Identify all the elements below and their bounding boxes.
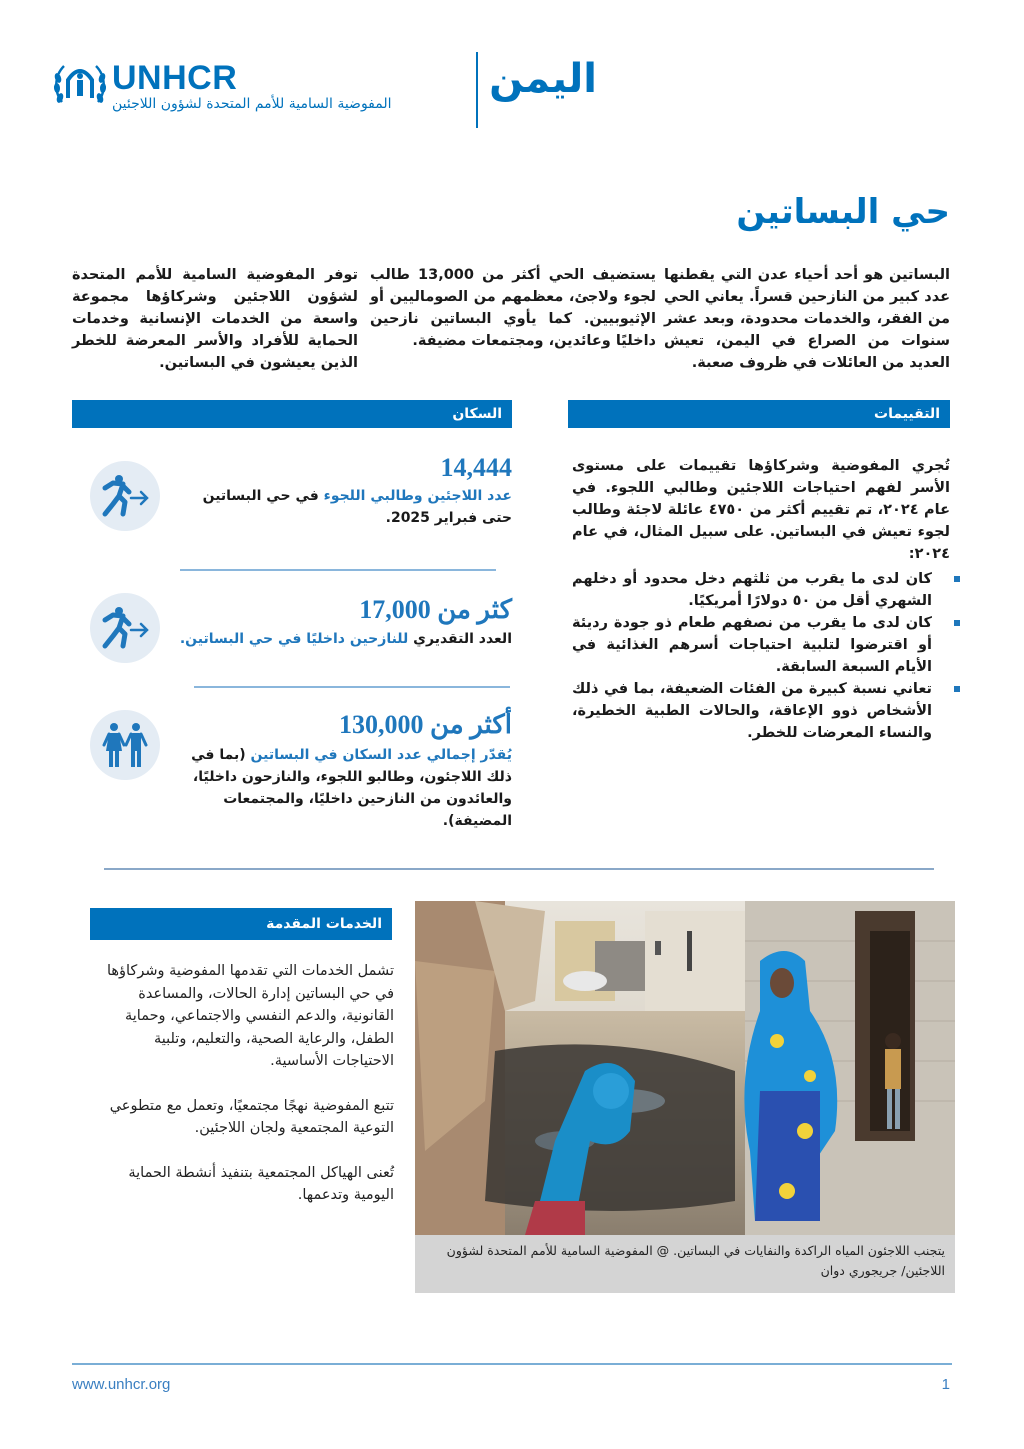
stat-description: يُقدّر إجمالي عدد السكان في البساتين (بما في ذلك اللاجئون، وطالبو اللجوء، والنازحون داخليًا، والعائدون من النازحين داخليًا، والمجتمعات المضيفة). — [191, 747, 512, 829]
page-number: 1 — [941, 1376, 950, 1393]
stat-description: العدد التقديري للنازحين داخليًا في حي البساتين. — [179, 631, 512, 647]
stat-idps — [84, 595, 514, 675]
list-item: كان لدى ما يقرب من ثلثهم دخل محدود أو دخلهم الشهري أقل من ٥٠ دولارًا أمريكيًا. — [572, 568, 932, 612]
header-divider — [476, 52, 478, 128]
photo-illustration — [415, 901, 955, 1235]
bullet-icon — [954, 620, 960, 626]
footer-website-link[interactable]: www.unhcr.org — [72, 1376, 171, 1393]
footer-divider — [72, 1363, 952, 1365]
intro-column-1: البساتين هو أحد أحياء عدن التي يقطنها عدد كبير من النازحين قسراً. يعاني الحي من الفقر، والخدمات محدودة، وبعد عشر سنوات من الصراع في اليمن، تعيش العديد من العائلات في ظروف صعبة. — [664, 267, 950, 371]
stat-value: كثر من 17,000 — [359, 595, 512, 624]
unhcr-wordmark: UNHCR — [112, 59, 238, 97]
bullet-icon — [954, 576, 960, 582]
page-title: حي البساتين — [736, 192, 950, 232]
services-heading: الخدمات المقدمة — [90, 908, 392, 940]
stat-description: عدد اللاجئين وطالبي اللجوء في حي البساتين حتى فبراير 2025. — [202, 488, 512, 526]
unhcr-logo — [52, 58, 462, 118]
stat-divider — [194, 686, 510, 688]
list-item: تعاني نسبة كبيرة من الفئات الضعيفة، بما في ذلك الأشخاص ذوو الإعاقة، والحالات الطبية الخطيرة، والنساء المعرضات للخطر. — [572, 678, 932, 744]
person-running-arrow-icon — [90, 461, 160, 531]
services-paragraph: تتبع المفوضية نهجًا مجتمعيًا، وتعمل مع متطوعي التوعية المجتمعية ولجان اللاجئين. — [109, 1097, 394, 1136]
population-heading: السكان — [72, 400, 512, 428]
unhcr-emblem-icon — [52, 58, 108, 114]
assessments-heading: التقييمات — [568, 400, 950, 428]
intro-column-3: توفر المفوضية السامية للأمم المتحدة لشؤون اللاجئين وشركاؤها مجموعة واسعة من الخدمات الإنسانية وخدمات الحماية للأفراد والأسر المعرضة للخطر الذين يعيشون في البساتين. — [72, 267, 358, 371]
person-running-arrow-icon — [90, 593, 160, 663]
stat-divider — [180, 569, 496, 571]
stat-refugees — [84, 455, 514, 565]
section-divider — [104, 868, 934, 870]
assessments-list — [572, 568, 932, 744]
country-title: اليمن — [489, 56, 597, 102]
services-paragraph: تشمل الخدمات التي تقدمها المفوضية وشركاؤها في حي البساتين إدارة الحالات، والمساعدة القانونية، والدعم النفسي والاجتماعي، وحماية الطفل، والرعاية الصحية، والتعليم، وتلبية الاحتياجات الأساسية. — [106, 963, 394, 1069]
unhcr-arabic-subtitle: المفوضية السامية للأمم المتحدة لشؤون اللاجئين — [112, 96, 392, 112]
stat-total-population — [84, 710, 514, 840]
family-icon — [90, 710, 160, 780]
stat-value: أكثر من 130,000 — [338, 710, 512, 739]
bullet-icon — [954, 686, 960, 692]
list-item: كان لدى ما يقرب من نصفهم طعام ذو جودة رديئة أو اقترضوا لتلبية احتياجات أسرهم الغذائية في الأيام السبعة السابقة. — [572, 612, 932, 678]
assessments-intro: تُجري المفوضية وشركاؤها تقييمات على مستوى الأسر لفهم احتياجات اللاجئين وطالبي اللجوء. في عام ٢٠٢٤، تم تقييم أكثر من ٤٧٥٠ عائلة لاجئة وطالب لجوء تعيش في البساتين. على سبيل المثال، في عام ٢٠٢٤: — [572, 458, 950, 562]
services-paragraph: تُعنى الهياكل المجتمعية بتنفيذ أنشطة الحماية اليومية وتدعمها. — [128, 1164, 394, 1203]
intro-column-2: يستضيف الحي أكثر من 13,000 طالب لجوء ولاجئ، معظمهم من الصوماليين أو الإثيوبيين. كما يأوي البساتين نازحين داخليًا وعائدين، ومجتمعات مضيفة. — [370, 267, 656, 349]
services-text — [104, 960, 394, 1229]
photo-caption: يتجنب اللاجئون المياه الراكدة والنفايات في البساتين. @ المفوضية السامية للأمم المتحدة لشؤون اللاجئين/ جريجوري دوان — [415, 1235, 955, 1293]
photo-street-scene — [415, 901, 955, 1235]
stat-value: 14,444 — [440, 453, 512, 482]
